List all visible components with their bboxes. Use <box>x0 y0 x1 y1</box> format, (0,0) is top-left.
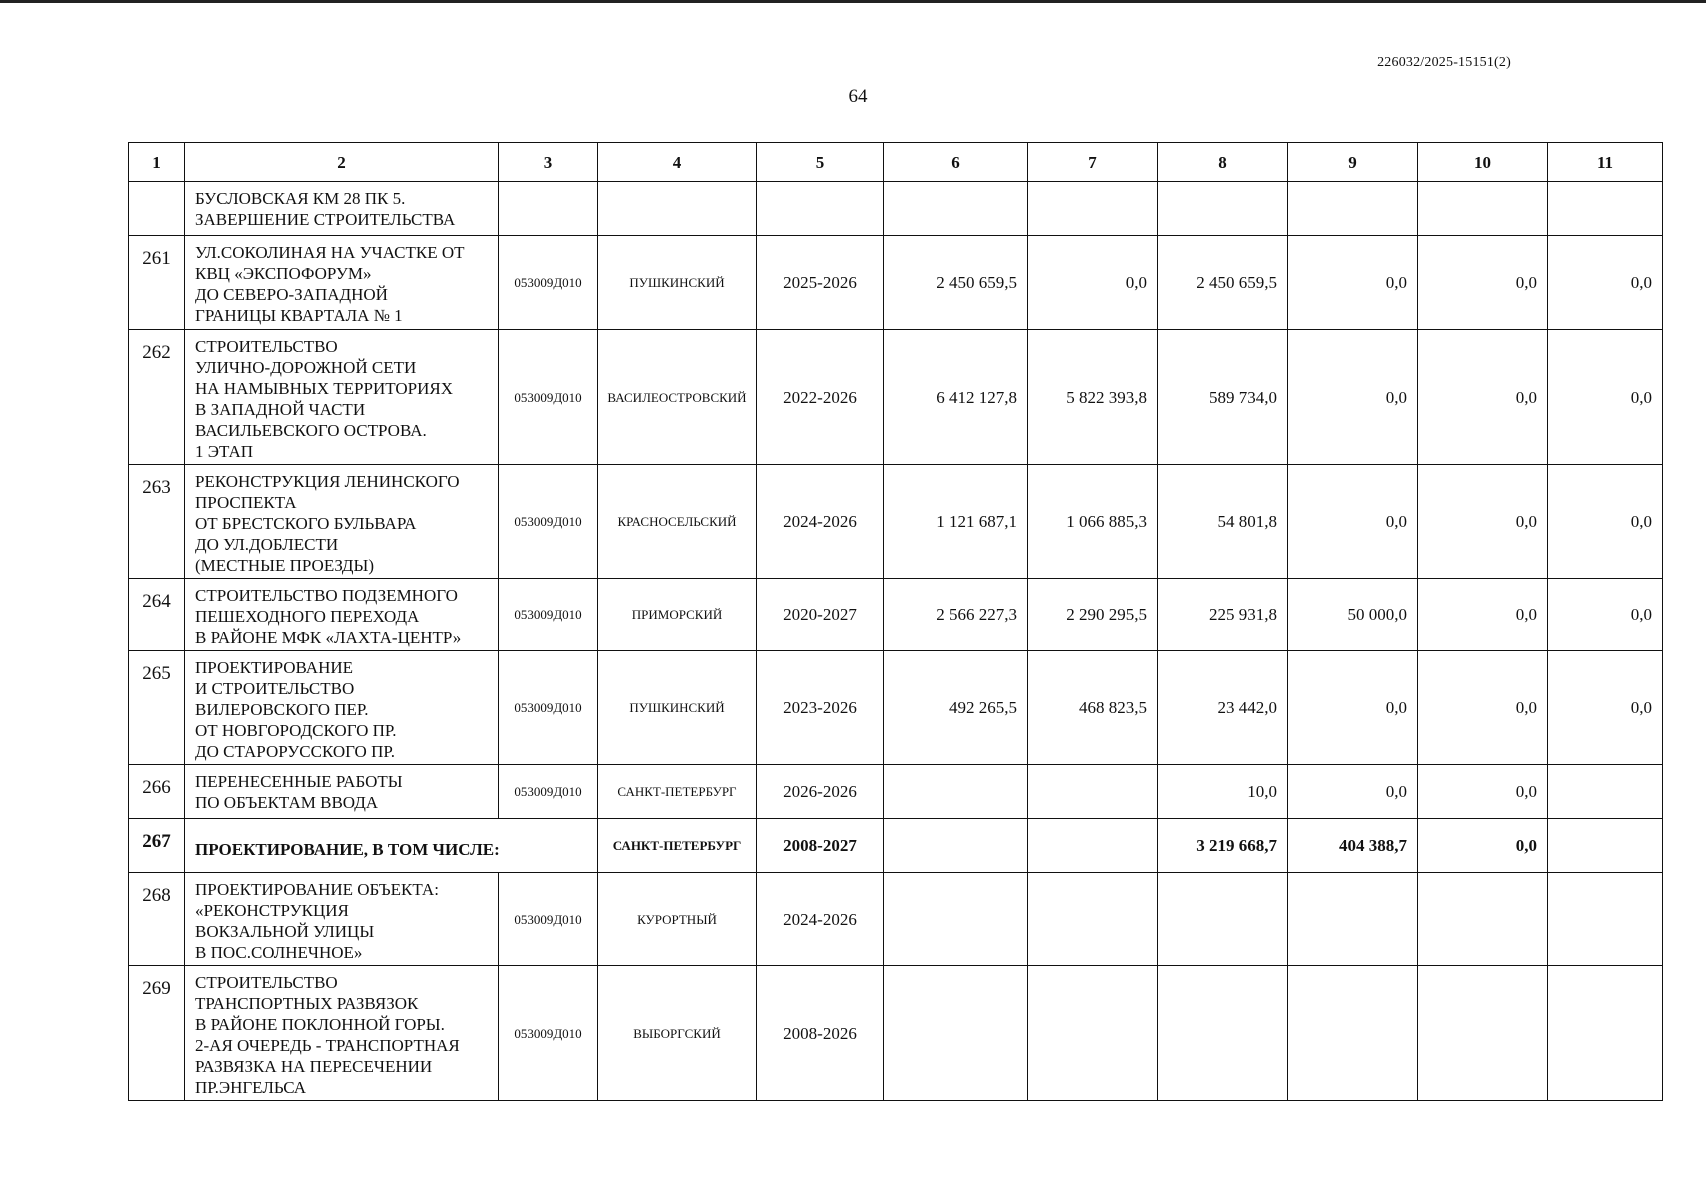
district: КРАСНОСЕЛЬСКИЙ <box>598 465 757 579</box>
value-col-11 <box>1548 182 1663 236</box>
value-col-11 <box>1548 819 1663 873</box>
object-name-line: ОТ БРЕСТСКОГО БУЛЬВАРА <box>195 514 417 533</box>
row-number: 261 <box>129 236 185 330</box>
period-years: 2024-2026 <box>757 873 884 966</box>
value-col-10: 0,0 <box>1418 465 1548 579</box>
value-col-9: 50 000,0 <box>1288 579 1418 651</box>
object-name-line: 2-АЯ ОЧЕРЕДЬ - ТРАНСПОРТНАЯ <box>195 1036 460 1055</box>
object-name <box>185 579 499 651</box>
value-col-10 <box>1418 966 1548 1101</box>
object-name-line: ПЕРЕНЕСЕННЫЕ РАБОТЫ <box>195 772 403 791</box>
object-name-line: ДО УЛ.ДОБЛЕСТИ <box>195 535 339 554</box>
header-row <box>129 143 1663 182</box>
object-name <box>185 465 499 579</box>
value-col-6: 1 121 687,1 <box>884 465 1028 579</box>
table-row <box>129 873 1663 966</box>
period-years: 2023-2026 <box>757 651 884 765</box>
column-header-11: 11 <box>1548 143 1663 182</box>
page-number: 64 <box>848 86 868 107</box>
value-col-6 <box>884 873 1028 966</box>
table-row <box>129 182 1663 236</box>
column-header-9: 9 <box>1288 143 1418 182</box>
object-name-line: СТРОИТЕЛЬСТВО <box>195 337 338 356</box>
value-col-11 <box>1548 966 1663 1101</box>
value-col-9: 0,0 <box>1288 765 1418 819</box>
column-header-10: 10 <box>1418 143 1548 182</box>
object-name <box>185 236 499 330</box>
object-name-line: ОТ НОВГОРОДСКОГО ПР. <box>195 721 397 740</box>
table-row <box>129 819 1663 873</box>
object-name-line: НА НАМЫВНЫХ ТЕРРИТОРИЯХ <box>195 379 454 398</box>
value-col-11: 0,0 <box>1548 465 1663 579</box>
district: КУРОРТНЫЙ <box>598 873 757 966</box>
object-name-line: ПРОЕКТИРОВАНИЕ <box>195 658 354 677</box>
column-header-2: 2 <box>185 143 499 182</box>
value-col-10: 0,0 <box>1418 236 1548 330</box>
budget-code: 053009Д010 <box>499 651 598 765</box>
object-name-line: ПРОСПЕКТА <box>195 493 297 512</box>
column-header-6: 6 <box>884 143 1028 182</box>
column-header-8: 8 <box>1158 143 1288 182</box>
column-header-7: 7 <box>1028 143 1158 182</box>
value-col-10 <box>1418 873 1548 966</box>
table-row <box>129 465 1663 579</box>
object-name <box>185 966 499 1101</box>
value-col-6 <box>884 966 1028 1101</box>
row-number: 265 <box>129 651 185 765</box>
object-name-line: РЕКОНСТРУКЦИЯ ЛЕНИНСКОГО <box>195 472 460 491</box>
value-col-7: 468 823,5 <box>1028 651 1158 765</box>
object-name-line: «РЕКОНСТРУКЦИЯ <box>195 901 349 920</box>
value-col-8: 225 931,8 <box>1158 579 1288 651</box>
period-years: 2008-2026 <box>757 966 884 1101</box>
object-name-line: ЗАВЕРШЕНИЕ СТРОИТЕЛЬСТВА <box>195 210 456 229</box>
value-col-6 <box>884 819 1028 873</box>
object-name-line: 1 ЭТАП <box>195 442 254 461</box>
column-header-4: 4 <box>598 143 757 182</box>
value-col-10: 0,0 <box>1418 819 1548 873</box>
program-table <box>128 142 1663 1101</box>
value-col-8: 2 450 659,5 <box>1158 236 1288 330</box>
value-col-10: 0,0 <box>1418 765 1548 819</box>
table-row <box>129 651 1663 765</box>
column-header-3: 3 <box>499 143 598 182</box>
value-col-7: 1 066 885,3 <box>1028 465 1158 579</box>
object-name-line: ТРАНСПОРТНЫХ РАЗВЯЗОК <box>195 994 419 1013</box>
object-name-line: СТРОИТЕЛЬСТВО <box>195 973 338 992</box>
object-name-line: ДО СЕВЕРО-ЗАПАДНОЙ <box>195 285 388 304</box>
period-years: 2008-2027 <box>757 819 884 873</box>
budget-code: 053009Д010 <box>499 966 598 1101</box>
scan-edge <box>0 0 1706 3</box>
value-col-10: 0,0 <box>1418 579 1548 651</box>
value-col-8: 23 442,0 <box>1158 651 1288 765</box>
value-col-6: 2 450 659,5 <box>884 236 1028 330</box>
district: САНКТ-ПЕТЕРБУРГ <box>598 765 757 819</box>
table-row <box>129 765 1663 819</box>
value-col-9: 0,0 <box>1288 465 1418 579</box>
column-header-5: 5 <box>757 143 884 182</box>
value-col-6 <box>884 765 1028 819</box>
row-number: 263 <box>129 465 185 579</box>
period-years: 2020-2027 <box>757 579 884 651</box>
value-col-7: 2 290 295,5 <box>1028 579 1158 651</box>
value-col-11: 0,0 <box>1548 330 1663 465</box>
value-col-6: 2 566 227,3 <box>884 579 1028 651</box>
period-years: 2025-2026 <box>757 236 884 330</box>
value-col-7 <box>1028 765 1158 819</box>
object-name-line: (МЕСТНЫЕ ПРОЕЗДЫ) <box>195 556 374 575</box>
object-name-line: В РАЙОНЕ МФК «ЛАХТА-ЦЕНТР» <box>195 628 462 647</box>
value-col-11: 0,0 <box>1548 651 1663 765</box>
value-col-7: 5 822 393,8 <box>1028 330 1158 465</box>
table-row <box>129 330 1663 465</box>
value-col-10 <box>1418 182 1548 236</box>
object-name-line: СТРОИТЕЛЬСТВО ПОДЗЕМНОГО <box>195 586 458 605</box>
value-col-8 <box>1158 873 1288 966</box>
object-name <box>185 182 499 236</box>
object-name-line: ВИЛЕРОВСКОГО ПЕР. <box>195 700 369 719</box>
object-name-line: БУСЛОВСКАЯ КМ 28 ПК 5. <box>195 189 406 208</box>
period-years: 2022-2026 <box>757 330 884 465</box>
value-col-7: 0,0 <box>1028 236 1158 330</box>
table-row <box>129 966 1663 1101</box>
value-col-11 <box>1548 873 1663 966</box>
period-years: 2024-2026 <box>757 465 884 579</box>
table-row <box>129 236 1663 330</box>
object-name-line: ДО СТАРОРУССКОГО ПР. <box>195 742 395 761</box>
object-name-line: ГРАНИЦЫ КВАРТАЛА № 1 <box>195 306 403 325</box>
object-name-line: ВАСИЛЬЕВСКОГО ОСТРОВА. <box>195 421 427 440</box>
value-col-8 <box>1158 182 1288 236</box>
document-reference: 226032/2025-15151(2) <box>1377 55 1511 70</box>
object-name <box>185 873 499 966</box>
value-col-7 <box>1028 182 1158 236</box>
value-col-7 <box>1028 819 1158 873</box>
value-col-8: 54 801,8 <box>1158 465 1288 579</box>
period-years <box>757 182 884 236</box>
row-number: 269 <box>129 966 185 1101</box>
district: ПУШКИНСКИЙ <box>598 651 757 765</box>
value-col-9 <box>1288 182 1418 236</box>
row-number: 268 <box>129 873 185 966</box>
object-name <box>185 651 499 765</box>
row-number: 262 <box>129 330 185 465</box>
object-name-line: ПРОЕКТИРОВАНИЕ ОБЪЕКТА: <box>195 880 439 899</box>
object-name-line: РАЗВЯЗКА НА ПЕРЕСЕЧЕНИИ <box>195 1057 433 1076</box>
value-col-10: 0,0 <box>1418 651 1548 765</box>
value-col-8: 589 734,0 <box>1158 330 1288 465</box>
budget-code: 053009Д010 <box>499 465 598 579</box>
object-name-line: ПР.ЭНГЕЛЬСА <box>195 1078 306 1097</box>
value-col-9: 0,0 <box>1288 651 1418 765</box>
value-col-11: 0,0 <box>1548 236 1663 330</box>
district: ВАСИЛЕОСТРОВСКИЙ <box>598 330 757 465</box>
value-col-10: 0,0 <box>1418 330 1548 465</box>
budget-code: 053009Д010 <box>499 765 598 819</box>
value-col-11 <box>1548 765 1663 819</box>
row-number: 267 <box>129 819 185 873</box>
object-name <box>185 819 598 873</box>
row-number: 264 <box>129 579 185 651</box>
district: САНКТ-ПЕТЕРБУРГ <box>598 819 757 873</box>
value-col-9: 404 388,7 <box>1288 819 1418 873</box>
object-name-line: В РАЙОНЕ ПОКЛОННОЙ ГОРЫ. <box>195 1015 445 1034</box>
table-row <box>129 579 1663 651</box>
district <box>598 182 757 236</box>
object-name-line: ПО ОБЪЕКТАМ ВВОДА <box>195 793 379 812</box>
district: ПУШКИНСКИЙ <box>598 236 757 330</box>
value-col-9: 0,0 <box>1288 236 1418 330</box>
table-body <box>129 182 1663 1101</box>
district: ВЫБОРГСКИЙ <box>598 966 757 1101</box>
object-name-line: УЛИЧНО-ДОРОЖНОЙ СЕТИ <box>195 358 417 377</box>
object-name <box>185 330 499 465</box>
period-years: 2026-2026 <box>757 765 884 819</box>
value-col-8: 3 219 668,7 <box>1158 819 1288 873</box>
object-name <box>185 765 499 819</box>
budget-code: 053009Д010 <box>499 873 598 966</box>
value-col-7 <box>1028 873 1158 966</box>
value-col-7 <box>1028 966 1158 1101</box>
budget-code: 053009Д010 <box>499 579 598 651</box>
budget-code <box>499 182 598 236</box>
object-name-line: В ПОС.СОЛНЕЧНОЕ» <box>195 943 363 962</box>
value-col-8: 10,0 <box>1158 765 1288 819</box>
value-col-6: 492 265,5 <box>884 651 1028 765</box>
object-name-line: В ЗАПАДНОЙ ЧАСТИ <box>195 400 366 419</box>
object-name-line: И СТРОИТЕЛЬСТВО <box>195 679 355 698</box>
value-col-11: 0,0 <box>1548 579 1663 651</box>
column-header-1: 1 <box>129 143 185 182</box>
value-col-9 <box>1288 966 1418 1101</box>
object-name-line: ПЕШЕХОДНОГО ПЕРЕХОДА <box>195 607 420 626</box>
object-name-line: УЛ.СОКОЛИНАЯ НА УЧАСТКЕ ОТ <box>195 243 465 262</box>
object-name-line: КВЦ «ЭКСПОФОРУМ» <box>195 264 372 283</box>
value-col-8 <box>1158 966 1288 1101</box>
value-col-6: 6 412 127,8 <box>884 330 1028 465</box>
row-number <box>129 182 185 236</box>
value-col-6 <box>884 182 1028 236</box>
budget-code: 053009Д010 <box>499 236 598 330</box>
object-name-line: ПРОЕКТИРОВАНИЕ, В ТОМ ЧИСЛЕ: <box>195 840 500 859</box>
value-col-9: 0,0 <box>1288 330 1418 465</box>
budget-code: 053009Д010 <box>499 330 598 465</box>
row-number: 266 <box>129 765 185 819</box>
value-col-9 <box>1288 873 1418 966</box>
object-name-line: ВОКЗАЛЬНОЙ УЛИЦЫ <box>195 922 375 941</box>
district: ПРИМОРСКИЙ <box>598 579 757 651</box>
